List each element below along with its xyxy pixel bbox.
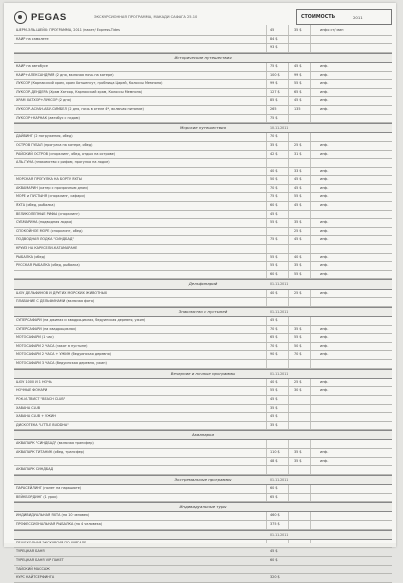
child-price: 99 $ — [294, 72, 302, 77]
adult-price: 75 $ — [270, 63, 278, 68]
child-price: 35 $ — [294, 220, 302, 225]
child-price: 33 $ — [294, 168, 302, 173]
document-sheet — [4, 3, 396, 580]
section-date: 01.11.2011 — [270, 309, 289, 314]
infant-note: инфо ст/ мин — [320, 28, 344, 32]
section-title: Дельфинарий — [188, 281, 218, 287]
adult-price: 99 $ — [270, 81, 278, 86]
excursion-name: ХАВАНА CLUB + УЖИН — [16, 414, 56, 419]
adult-price: 55 $ — [270, 254, 278, 259]
excursion-name: ШЕРМ-ЭЛЬ-ШЕЙХ: ПРОГРАММА, 2011 /пакет/ Express-Tides — [16, 28, 120, 32]
infant-note: инф. — [320, 343, 329, 348]
table-row — [14, 449, 392, 458]
adult-price: 460 $ — [270, 513, 280, 518]
adult-price: 40 $ — [270, 379, 278, 384]
infant-note: инф. — [320, 220, 329, 225]
section-title: Аквапарки — [192, 432, 214, 438]
adult-price: 127 $ — [270, 89, 280, 94]
child-price: 25 $ — [294, 290, 302, 295]
adult-price: 60 $ — [270, 271, 278, 276]
section-title: Исторические путешествия — [174, 54, 232, 60]
infant-note: инф. — [320, 237, 329, 242]
child-price: 40 $ — [294, 254, 302, 259]
section-date: 01.11.2011 — [270, 371, 289, 376]
table-row — [14, 557, 392, 566]
infant-note: инф. — [320, 352, 329, 357]
table-row — [14, 63, 392, 72]
excursion-name: СУБМАРИНА (подводная лодка) — [16, 220, 73, 225]
adult-price: 42 $ — [270, 151, 278, 156]
adult-price: 35 $ — [270, 405, 278, 410]
adult-price: 45 — [270, 28, 275, 32]
infant-note: инф. — [320, 335, 329, 340]
section-date: 01.11.2011 — [270, 532, 289, 537]
infant-note: инф. — [320, 458, 329, 463]
table-row — [14, 219, 392, 228]
table-row — [14, 466, 392, 475]
table-row — [14, 168, 392, 177]
infant-note: инф. — [320, 194, 329, 199]
child-price: 35 $ — [294, 450, 302, 455]
logo-icon — [14, 11, 27, 24]
adult-price: 45 $ — [270, 549, 278, 554]
table-row — [14, 36, 392, 45]
adult-price: 70 $ — [270, 343, 278, 348]
table-row — [14, 72, 392, 81]
adult-price: 93 $ — [270, 45, 278, 50]
table-row — [14, 97, 392, 106]
infant-note: инф. — [320, 98, 329, 103]
section-title: Морские путешествия — [180, 125, 226, 131]
section-header — [14, 123, 392, 133]
child-price: 65 $ — [294, 89, 302, 94]
section-date: 01.11.2011 — [270, 477, 289, 482]
child-price: 55 $ — [294, 81, 302, 86]
infant-note: инф. — [320, 81, 329, 86]
adult-price: 90 $ — [270, 352, 278, 357]
excursion-name: ХРАМ ХАТХОР+ЛУКСОР (2 дня) — [16, 98, 71, 103]
infant-note: инф. — [320, 177, 329, 182]
adult-price: 100 $ — [270, 72, 280, 77]
section-header — [14, 530, 392, 540]
excursion-name: КУРС КАЙТСЕРФИНГА — [16, 575, 55, 580]
table-row — [14, 254, 392, 263]
excursion-name: КАИР на самолете — [16, 36, 49, 41]
table-row — [14, 211, 392, 220]
table-row — [14, 485, 392, 494]
table-row — [14, 458, 392, 467]
table-row — [14, 440, 392, 449]
excursion-name: ЛУКСОР+КАРНАК (автобус с гидом) — [16, 115, 80, 120]
page-bottom — [4, 543, 396, 547]
infant-note: инф. — [320, 106, 329, 111]
adult-price: 55 $ — [270, 220, 278, 225]
table-row — [14, 360, 392, 369]
infant-note: инф. — [320, 379, 329, 384]
child-price: 35 $ — [294, 326, 302, 331]
infant-note: инф. — [320, 263, 329, 268]
infant-note: инф. — [320, 326, 329, 331]
adult-price: 375 $ — [270, 522, 280, 526]
section-header — [14, 502, 392, 512]
infant-note: инф. — [320, 450, 329, 455]
adult-price: 50 $ — [270, 177, 278, 182]
excursion-name: ПАРАСЕЙЛИНГ (полет на парашюте) — [16, 486, 82, 491]
table-row — [14, 387, 392, 396]
section-header — [14, 369, 392, 379]
section-date: 10.11.2011 — [270, 126, 289, 131]
excursion-name: ШОУ 1000 И 1 НОЧЬ — [16, 379, 52, 384]
section-title: Знакомство с пустыней — [178, 308, 228, 314]
excursion-name: ЛУКСОР (Карнакский храм, храм Хатшепсут, гробница Царей, Колоссы Мемнона) — [16, 81, 163, 86]
adult-price: 110 $ — [270, 450, 280, 455]
excursion-name: ИНДИВИДУАЛЬНАЯ ЯХТА (на 10 человек) — [16, 513, 90, 518]
table-row — [14, 512, 392, 521]
table-row — [14, 115, 392, 124]
excursion-name: МОТОСАФАРИ 2 ЧАСА + УЖИН (бедуинская деревня) — [16, 352, 111, 357]
price-table — [14, 27, 392, 583]
section-header — [14, 475, 392, 485]
excursion-name: ТАЙСКИЙ МАССАЖ — [16, 566, 50, 571]
adult-price: 60 $ — [270, 557, 278, 562]
excursion-name: ТУРЕЦКАЯ БАНЯ VIP ПАКЕТ — [16, 557, 64, 562]
child-price: 55 $ — [294, 271, 302, 276]
section-title: Экстремальные программы — [174, 476, 232, 482]
excursion-name: ПОДВОДНАЯ ЛОДКА "СИНДБАД" — [16, 237, 75, 242]
table-row — [14, 185, 392, 194]
program-title: ЭКСКУРСИОННАЯ ПРОГРАММА, МАКАДИ САФАГА 25.10 — [94, 15, 198, 19]
adult-price: 55 $ — [270, 388, 278, 393]
table-row — [14, 326, 392, 335]
table-row — [14, 228, 392, 237]
infant-note: инф. — [320, 228, 329, 233]
excursion-name: РАЙСКИЙ ОСТРОВ (снорклинг, обед, отдых на острове) — [16, 151, 116, 156]
table-row — [14, 405, 392, 414]
adult-price: 70 $ — [270, 185, 278, 190]
section-title: Вечерние и ночные программы — [170, 370, 236, 376]
adult-price: 40 $ — [270, 290, 278, 295]
child-price: 25 $ — [294, 228, 302, 233]
child-price: 45 $ — [294, 237, 302, 242]
infant-note: инф. — [320, 290, 329, 295]
cost-header-box — [296, 9, 392, 25]
excursion-name: ПРОФЕССИОНАЛЬНАЯ РЫБАЛКА (на 4 человека) — [16, 522, 103, 526]
excursion-name: ДАЙВИНГ (2 погружения, обед) — [16, 134, 73, 139]
child-price: 31 $ — [294, 151, 302, 156]
adult-price: 60 $ — [270, 486, 278, 491]
child-price: 35 $ — [294, 263, 302, 268]
child-price: 45 $ — [294, 177, 302, 182]
table-row — [14, 521, 392, 530]
table-row — [14, 574, 392, 583]
adult-price: 84 $ — [270, 36, 278, 41]
child-price: 45 $ — [294, 98, 302, 103]
child-price: 35 $ — [294, 28, 302, 32]
infant-note: инф. — [320, 185, 329, 190]
adult-price: 320 $ — [270, 575, 280, 580]
table-row — [14, 176, 392, 185]
excursion-name: АКВАПАРК "СИНДБАД" (включая трансфер) — [16, 441, 94, 446]
table-row — [14, 89, 392, 98]
adult-price: 75 $ — [270, 237, 278, 242]
infant-note: инф. — [320, 63, 329, 68]
excursion-name: ВЕЛИКОЛЕПНЫЕ РИФЫ (снорклинг) — [16, 211, 80, 216]
adult-price: 35 $ — [270, 142, 278, 147]
child-price: 45 $ — [294, 203, 302, 208]
excursion-name: ПЛАВАНИЕ С ДЕЛЬФИНАМИ (включая фото) — [16, 299, 95, 304]
excursion-name: ВЕЙКБОРДИНГ (1 урок) — [16, 494, 58, 499]
excursion-name: КАИР+АЛЕКСАНДРИЯ (2 дня, включая ночь на катере) — [16, 72, 114, 77]
excursion-name: АКВАМАРИН (катер с прозрачным дном) — [16, 185, 89, 190]
child-price: 25 $ — [294, 142, 302, 147]
infant-note: инф. — [320, 388, 329, 393]
table-row — [14, 396, 392, 405]
excursion-name: РЫБАЛКА (обед) — [16, 254, 46, 259]
adult-price: 65 $ — [270, 494, 278, 499]
infant-note: инф. — [320, 271, 329, 276]
child-price: 55 $ — [294, 194, 302, 199]
infant-note: инф. — [320, 142, 329, 147]
section-header — [14, 430, 392, 440]
child-price: 45 $ — [294, 185, 302, 190]
adult-price: 265 — [270, 106, 277, 111]
table-row — [14, 422, 392, 431]
child-price: 25 $ — [294, 379, 302, 384]
excursion-name: ШОУ ДЕЛЬФИНОВ И ДРУГИХ МОРСКИХ ЖИВОТНЫХ — [16, 290, 108, 295]
adult-price: 75 $ — [270, 194, 278, 199]
excursion-name: РУССКАЯ РЫБАЛКА (обед, рыбалка) — [16, 263, 80, 268]
table-row — [14, 343, 392, 352]
table-row — [14, 548, 392, 557]
child-price: 45 $ — [294, 63, 302, 68]
excursion-name: ЯХТА (обед, рыбалка) — [16, 203, 55, 208]
table-row — [14, 566, 392, 575]
table-row — [14, 271, 392, 280]
table-row — [14, 151, 392, 160]
excursion-name: МОТОСАФАРИ 2 ЧАСА (закат в пустыне) — [16, 343, 88, 348]
section-date: 01.11.2011 — [270, 282, 289, 287]
table-row — [14, 413, 392, 422]
excursion-name: КАИР на автобусе — [16, 63, 48, 68]
table-row — [14, 317, 392, 326]
cost-label: СТОИМОСТЬ — [301, 14, 336, 20]
excursion-name: РОК-И-ТВИСТ "BEACH CLUB" — [16, 396, 66, 401]
section-header — [14, 279, 392, 289]
cost-year: 2011 — [353, 14, 363, 20]
table-row — [14, 290, 392, 299]
table-row — [14, 379, 392, 388]
child-price: 135 — [294, 106, 301, 111]
table-row — [14, 142, 392, 151]
excursion-name: МОТОСАФАРИ (1 час) — [16, 335, 54, 340]
adult-price: 45 $ — [270, 317, 278, 322]
excursion-name: АКВАПАРК ТИТАНИК (обед, трансфер) — [16, 450, 85, 455]
table-row — [14, 351, 392, 360]
adult-price: 45 $ — [270, 211, 278, 216]
child-price: 55 $ — [294, 335, 302, 340]
table-row — [14, 245, 392, 254]
table-row — [14, 44, 392, 53]
adult-price: 45 $ — [270, 396, 278, 401]
excursion-name: МОРСКАЯ ПРОГУЛКА НА БОРТУ ЯХТЫ — [16, 177, 82, 182]
adult-price: 55 $ — [270, 263, 278, 268]
excursion-name: ЛУКСОР-ДЕНДЕРА (Храм Хатхор, Карнакский храм, Колоссы Мемнона) — [16, 89, 143, 94]
adult-price: 48 $ — [270, 458, 278, 463]
document-header — [14, 9, 392, 25]
excursion-name: СУПЕРСАФАРИ (на квадроциклах) — [16, 326, 77, 331]
table-row — [14, 202, 392, 211]
child-price: 70 $ — [294, 352, 302, 357]
section-header — [14, 307, 392, 317]
pegas-logo — [14, 11, 84, 24]
excursion-name: ЛУКСОР-АСУАН-АБУ-СИМБЕЛ (2 дня, ночь в отеле 4*, включая питание) — [16, 106, 144, 111]
child-price: 35 $ — [294, 458, 302, 463]
excursion-name: СУПЕРСАФАРИ (на джипах и квадроциклах, бедуинская деревня, ужин) — [16, 317, 146, 322]
excursion-name: КРУИЗ НА КАРУСЕЛИ-КАТАМАРАНЕ — [16, 246, 78, 251]
excursion-name: ДИСКОТЕКА "LITTLE BUDDHA" — [16, 422, 69, 427]
adult-price: 70 $ — [270, 134, 278, 139]
brand-name: PEGAS — [31, 11, 67, 23]
child-price: 30 $ — [294, 388, 302, 393]
excursion-name: АЛЬ-ГУНА (знакомство с рифом, прогулка на лодке) — [16, 160, 110, 165]
excursion-name: ХАВАНА CLUB — [16, 405, 41, 410]
table-row — [14, 133, 392, 142]
infant-note: инф. — [320, 203, 329, 208]
table-row — [14, 334, 392, 343]
adult-price: 45 $ — [270, 414, 278, 419]
adult-price: 65 $ — [270, 335, 278, 340]
infant-note: инф. — [320, 89, 329, 94]
section-title: Индивидуальные туры — [179, 504, 227, 510]
table-row — [14, 262, 392, 271]
excursion-name: ОСТРОВ ГУБАЛ (прогулка на катере, обед) — [16, 142, 93, 147]
adult-price: 75 $ — [270, 115, 278, 120]
infant-note: инф. — [320, 151, 329, 156]
table-row — [14, 236, 392, 245]
adult-price: 85 $ — [270, 98, 278, 103]
adult-price: 35 $ — [270, 422, 278, 427]
excursion-name: МОТОСАФАРИ 3 ЧАСА (бедуинская деревня, ужин) — [16, 360, 107, 365]
section-header — [14, 53, 392, 63]
excursion-name: МОРЕ и ПУСТЫНЯ (снорклинг, сафари) — [16, 194, 85, 199]
excursion-name: ТУРЕЦКАЯ БАНЯ — [16, 549, 45, 554]
adult-price: 40 $ — [270, 168, 278, 173]
infant-note: инф. — [320, 168, 329, 173]
excursion-name: СПОКОЙНОЕ МОРЕ (снорклинг, обед) — [16, 228, 83, 233]
table-row — [14, 106, 392, 115]
infant-note: инф. — [320, 72, 329, 77]
table-row — [14, 494, 392, 503]
table-row — [14, 159, 392, 168]
adult-price: 60 $ — [270, 203, 278, 208]
table-row — [14, 193, 392, 202]
excursion-name: НОЧНЫЕ ФОНАРИ — [16, 388, 48, 393]
child-price: 50 $ — [294, 343, 302, 348]
infant-note: инф. — [320, 254, 329, 259]
table-row — [14, 80, 392, 89]
table-row — [14, 298, 392, 307]
adult-price: 70 $ — [270, 326, 278, 331]
excursion-name: АКВАПАРК СИНДБАД — [16, 467, 54, 472]
table-row — [14, 27, 392, 36]
